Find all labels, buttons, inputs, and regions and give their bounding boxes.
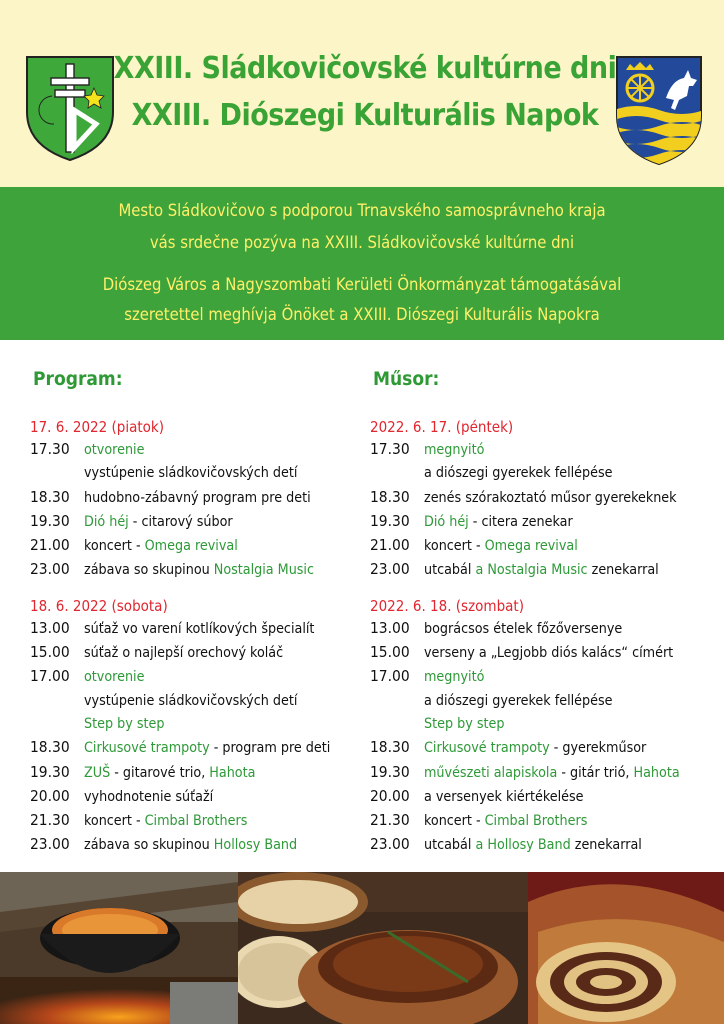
schedule-description [84, 511, 233, 534]
event-text: vystúpenie sládkovičovských detí [84, 692, 298, 709]
invitation-band [0, 187, 724, 340]
day-block [30, 595, 380, 858]
event-text: - gitár trió, [557, 764, 634, 781]
highlighted-name: Nostalgia Music [213, 562, 315, 579]
title-slovak: XXIII. Sládkovičovské kultúrne dni [113, 51, 617, 86]
highlighted-name: Dió héj [424, 513, 469, 530]
schedule-row [370, 486, 720, 510]
day-block [370, 595, 720, 858]
schedule-description [84, 690, 297, 713]
highlighted-name: a Hollosy Band [475, 837, 571, 854]
event-text: - program pre deti [209, 740, 331, 757]
schedule-row [30, 713, 380, 736]
schedule-row [30, 486, 380, 510]
schedule-row [30, 833, 380, 857]
schedule-row [370, 462, 720, 485]
schedule-time: 21.00 [30, 536, 70, 555]
event-text: zábava so skupinou [84, 562, 214, 579]
schedule-row [370, 833, 720, 857]
schedule-row [370, 438, 720, 462]
event-text: zenekarral [570, 837, 642, 854]
highlighted-name: Cimbal Brothers [484, 813, 588, 830]
schedule-time: 17.30 [30, 440, 70, 458]
schedule-row [370, 690, 720, 713]
schedule-description [424, 666, 484, 689]
schedule-row [30, 438, 380, 462]
schedule-row [370, 809, 720, 833]
schedule-description [84, 642, 283, 665]
schedule-row [30, 641, 380, 665]
program-slovak [30, 368, 380, 858]
highlighted-name: művészeti alapiskola [424, 764, 558, 781]
schedule-time: 13.00 [370, 618, 410, 637]
trnava-region-crest-icon [614, 54, 704, 166]
schedule-description [424, 511, 573, 534]
schedule-description [84, 834, 297, 857]
highlighted-name: Cimbal Brothers [144, 813, 248, 830]
schedule-row [30, 809, 380, 833]
event-text: koncert - [424, 813, 485, 830]
schedule-row [370, 558, 720, 582]
event-text: koncert - [84, 538, 145, 555]
schedule-description [424, 462, 613, 485]
highlighted-name: Omega revival [144, 538, 238, 555]
schedule-description [84, 713, 164, 736]
schedule-description [424, 535, 578, 558]
schedule-time: 18.30 [30, 487, 70, 506]
event-text: súťaž o najlepší orechový koláč [84, 645, 284, 662]
schedule-time: 21.30 [370, 811, 410, 830]
highlighted-name: Step by step [424, 715, 505, 732]
schedule-row [30, 736, 380, 760]
invitation-hu-line1: Diószeg Város a Nagyszombati Kerületi Önkormányzat támogatásával [102, 275, 622, 294]
schedule-time: 17.00 [30, 667, 70, 686]
schedule-row [30, 761, 380, 785]
schedule-description [424, 762, 680, 785]
day-title: 2022. 6. 17. (péntek) [370, 418, 514, 436]
schedule-row [30, 558, 380, 582]
event-text: vyhodnotenie súťaží [84, 788, 214, 805]
schedule-row [370, 761, 720, 785]
invitation-sk-line2: vás srdečne pozýva na XXIII. Sládkovičovské kultúrne dni [149, 233, 575, 252]
highlighted-name: megnyitó [424, 669, 485, 686]
event-text: zenés szórakoztató műsor gyerekeknek [424, 489, 677, 506]
schedule-time: 19.30 [30, 762, 70, 781]
invitation-sk-line1: Mesto Sládkovičovo s podporou Trnavského samosprávneho kraja [118, 201, 606, 220]
program-heading: Program: [33, 368, 123, 390]
schedule-time: 19.30 [370, 511, 410, 530]
schedule-description [424, 439, 484, 462]
event-text: - citarový súbor [128, 513, 233, 530]
invitation-hu-line2: szeretettel meghívja Önöket a XXIII. Diószegi Kulturális Napokra [124, 305, 600, 324]
event-text: súťaž vo varení kotlíkových špecialít [84, 620, 315, 637]
event-text: hudobno-zábavný program pre deti [84, 489, 311, 506]
schedule-row [30, 690, 380, 713]
schedule-time: 17.00 [370, 667, 410, 686]
schedule-row [370, 736, 720, 760]
highlighted-name: a Nostalgia Music [475, 562, 588, 579]
schedule-description [424, 786, 584, 809]
schedule-time: 21.00 [370, 536, 410, 555]
food-photo-strip [0, 872, 724, 1024]
title-hungarian: XXIII. Diószegi Kulturális Napok [131, 98, 599, 133]
schedule-time: 20.00 [30, 786, 70, 805]
event-text: a diószegi gyerekek fellépése [424, 465, 613, 482]
schedule-description [84, 666, 144, 689]
schedule-row [370, 641, 720, 665]
schedule-row [30, 462, 380, 485]
day-title: 18. 6. 2022 (sobota) [30, 596, 168, 615]
schedule-description [84, 439, 144, 462]
schedule-description [84, 762, 255, 785]
program-hungarian [370, 368, 720, 858]
event-text: verseny a „Legjobb diós kalács“ címért [424, 645, 674, 662]
event-text: utcabál [424, 562, 476, 579]
highlighted-name: Omega revival [484, 538, 578, 555]
schedule-description [84, 559, 314, 582]
schedule-description [424, 713, 504, 736]
schedule-row [370, 785, 720, 809]
event-text: a diószegi gyerekek fellépése [424, 692, 613, 709]
schedule-row [370, 617, 720, 641]
event-text: zábava so skupinou [84, 837, 214, 854]
schedule-description [84, 786, 213, 809]
schedule-time: 13.00 [30, 618, 70, 637]
schedule-time: 23.00 [370, 560, 410, 579]
schedule-time: 17.30 [370, 440, 410, 458]
schedule-row [30, 510, 380, 534]
event-text: zenekarral [587, 562, 659, 579]
schedule-description [424, 559, 659, 582]
bread-goulash-photo [238, 872, 528, 1024]
schedule-description [424, 642, 673, 665]
schedule-time: 20.00 [370, 786, 410, 805]
schedule-description [424, 690, 613, 713]
highlighted-name: Cirkusové trampoty [424, 740, 550, 757]
day-block [370, 416, 720, 583]
highlighted-name: ZUŠ [84, 764, 111, 781]
event-text: - gyerekműsor [549, 740, 647, 757]
event-text: vystúpenie sládkovičovských detí [84, 465, 298, 482]
day-title: 2022. 6. 18. (szombat) [370, 596, 524, 615]
schedule-time: 15.00 [30, 643, 70, 662]
schedule-row [30, 665, 380, 689]
schedule-row [30, 785, 380, 809]
event-text: - citera zenekar [468, 513, 573, 530]
schedule-row [370, 713, 720, 736]
highlighted-name: otvorenie [84, 669, 145, 686]
event-text: koncert - [424, 538, 485, 555]
schedule-time: 23.00 [370, 835, 410, 854]
highlighted-name: Hollosy Band [213, 837, 298, 854]
schedule-description [84, 487, 311, 510]
schedule-description [84, 737, 330, 760]
schedule-description [84, 810, 247, 833]
highlighted-name: megnyitó [424, 442, 485, 458]
event-text: bográcsos ételek főzőversenye [424, 620, 623, 637]
header [0, 0, 724, 187]
cauldron-photo [0, 872, 238, 1024]
highlighted-name: otvorenie [84, 442, 145, 458]
schedule-time: 18.30 [370, 738, 410, 757]
schedule-time: 21.30 [30, 811, 70, 830]
schedule-time: 18.30 [30, 738, 70, 757]
schedule-time: 19.30 [30, 511, 70, 530]
schedule-time: 15.00 [370, 643, 410, 662]
day-title: 17. 6. 2022 (piatok) [30, 418, 164, 436]
schedule-time: 23.00 [30, 835, 70, 854]
schedule-row [370, 534, 720, 558]
event-text: utcabál [424, 837, 476, 854]
schedule-description [424, 810, 587, 833]
schedule-row [30, 617, 380, 641]
highlighted-name: Step by step [84, 715, 165, 732]
highlighted-name: Hahota [633, 764, 680, 781]
schedule-row [30, 534, 380, 558]
sladkovicovo-crest-icon [24, 54, 116, 162]
schedule-row [370, 510, 720, 534]
schedule-description [424, 834, 642, 857]
event-text: - gitarové trio, [110, 764, 210, 781]
program-heading: Műsor: [373, 368, 440, 390]
schedule-time: 23.00 [30, 560, 70, 579]
highlighted-name: Hahota [209, 764, 256, 781]
schedule-time: 19.30 [370, 762, 410, 781]
schedule-description [424, 618, 622, 641]
event-text: a versenyek kiértékelése [424, 788, 584, 805]
walnut-roll-photo [528, 872, 724, 1024]
schedule-description [84, 618, 314, 641]
highlighted-name: Cirkusové trampoty [84, 740, 210, 757]
schedule-description [84, 535, 238, 558]
schedule-description [424, 737, 646, 760]
day-block [30, 416, 380, 583]
schedule-description [84, 462, 297, 485]
highlighted-name: Dió héj [84, 513, 129, 530]
schedule-row [370, 665, 720, 689]
schedule-time: 18.30 [370, 487, 410, 506]
event-text: koncert - [84, 813, 145, 830]
schedule-description [424, 487, 677, 510]
